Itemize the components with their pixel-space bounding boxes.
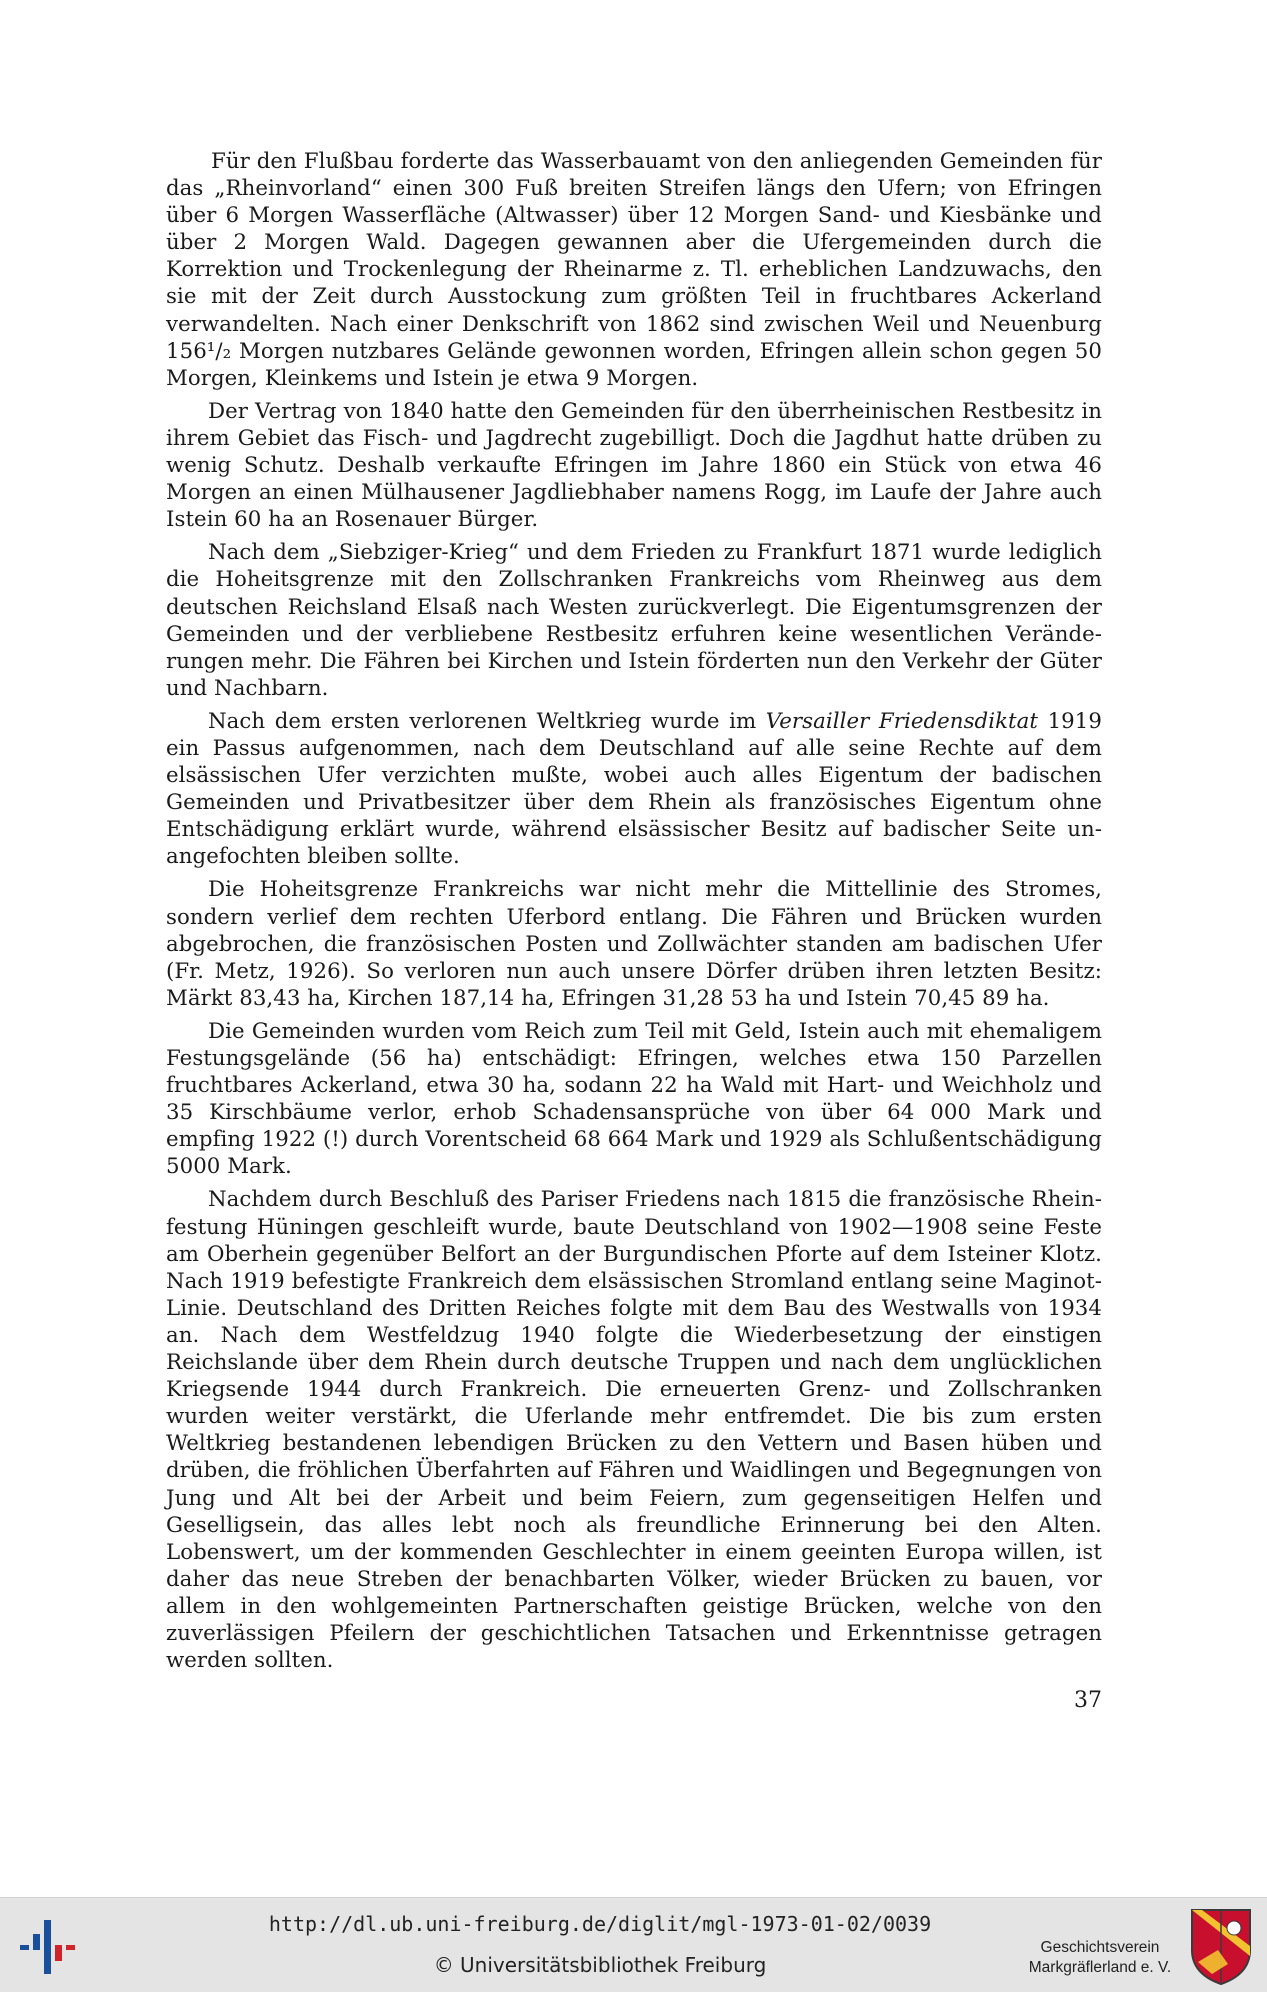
paragraph-4-italic: Versailler Friedensdiktat bbox=[765, 708, 1039, 734]
footer-bar bbox=[0, 1897, 1267, 1992]
paragraph-6: Die Gemeinden wurden vom Reich zum Teil mit Geld, Istein auch mit ehemaligem Festungsgelände (56 ha) entschädigt: Efringen, welches etwa 150 Parzellen fruchtbares Ackerland, etwa 30 ha, sodann 22 ha Wald mit Hart- und Weichholz und 35 Kirschbäume verlor, erhob Schadensansprüche von über 64 000 Mark und empfing 1922 (!) durch Vorentscheid 68 664 Mark und 1929 als Schlußentschädigung 5000 Mark. bbox=[166, 1018, 1102, 1180]
paragraph-3: Nach dem „Siebziger-Krieg“ und dem Frieden zu Frankfurt 1871 wurde lediglich die Hoheitsgrenze mit den Zollschranken Frankreichs vom Rheinweg aus dem deutschen Reichsland Elsaß nach Westen zurückverlegt. Die Eigentumsgrenzen der Gemeinden und der verbliebene Restbesitz erfuhren keine wesentlichen Veränderungen mehr. Die Fähren bei Kirchen und Istein förderten nun den Verkehr der Güter und Nachbarn. bbox=[166, 540, 1102, 701]
society-name bbox=[1014, 1938, 1186, 1978]
society-name-line-1: Geschichtsverein bbox=[1040, 1939, 1160, 1956]
paragraph-2: Der Vertrag von 1840 hatte den Gemeinden für den überrheinischen Restbesitz in ihrem Gebiet das Fisch- und Jagdrecht zugebilligt. Doch die Jagdhut hatte drüben zu wenig Schutz. Deshalb verkaufte Efringen im Jahre 1860 ein Stück von etwa 46 Morgen an einen Mülhausener Jagdliebhaber namens Rogg, im Laufe der Jahre auch Istein 60 ha an Rosenauer Bürger. bbox=[166, 398, 1102, 533]
paragraph-4-lead: Nach dem ersten verlorenen Weltkrieg wurde im bbox=[208, 708, 757, 734]
paragraph-4-rest: 1919 ein Passus aufgenommen, nach dem Deutschland auf alle seine Rechte auf dem elsässischen Ufer verzichten mußte, wobei auch alles Eigentum der badischen Gemeinden und Privatbesitzer über dem Rhein als französisches Eigentum ohne Entschädigung erklärt wurde, während elsässischer Besitz auf badischer Seite unangefochten bleiben sollte. bbox=[166, 708, 1102, 870]
footer-copyright: © Universitätsbibliothek Freiburg bbox=[433, 1953, 767, 1977]
paragraph-1: Für den Flußbau forderte das Wasserbauamt von den anliegenden Gemeinden für das „Rheinvorland“ einen 300 Fuß breiten Streifen längs den Ufern; von Efringen über 6 Morgen Wasserfläche (Altwasser) über 12 Morgen Sand- und Kiesbänke und über 2 Morgen Wald. Dagegen gewannen aber die Ufergemeinden durch die Korrektion und Trockenlegung der Rheinarme z. Tl. erheblichen Landzuwachs, den sie mit der Zeit durch Ausstockung zum größten Teil in fruchtbares Ackerland verwandelten. Nach einer Denkschrift von 1862 sind zwischen Weil und Neuenburg 156¹/₂ Morgen nutzbares Gelände gewonnen worden, Efringen allein schon gegen 50 Morgen, Kleinkems und Istein je etwa 9 Morgen. bbox=[166, 149, 1102, 391]
paragraph-4 bbox=[166, 708, 1102, 871]
article-text bbox=[166, 148, 1102, 1680]
footer-url-link[interactable]: http://dl.ub.uni-freiburg.de/diglit/mgl-1973-01-02/0039 bbox=[268, 1912, 932, 1936]
paragraph-7: Nachdem durch Beschluß des Pariser Friedens nach 1815 die französische Rheinfestung Hüningen geschleift wurde, baute Deutschland von 1902—1908 seine Feste am Oberhein gegenüber Belfort an der Burgundischen Pforte auf dem Isteiner Klotz. Nach 1919 befestigte Frankreich dem elsässischen Stromland entlang seine Maginot-Linie. Deutschland des Dritten Reiches folgte mit dem Bau des Westwalls von 1934 an. Nach dem Westfeldzug 1940 folgte die Wiederbesetzung der einstigen Reichslande über dem Rhein durch deutsche Truppen und nach dem unglücklichen Kriegsende 1944 durch Frankreich. Die erneuerten Grenz- und Zollschranken wurden weiter verstärkt, die Uferlande mehr entfremdet. Die bis zum ersten Weltkrieg bestandenen lebendigen Brücken zu den Vettern und Basen hüben und drüben, die fröhlichen Überfahrten auf Fähren und Waidlingen und Begegnungen von Jung und Alt bei der Arbeit und beim Feiern, zum gegenseitigen Helfen und Geselligsein, das alles lebt noch als freundliche Erinnerung bei den Alten. Lobenswert, um der kommenden Geschlechter in einem geeinten Europa willen, ist daher das neue Streben der benachbarten Völker, wieder Brücken zu bauen, vor allem in den wohlgemeinten Partnerschaften geistige Brücken, welche von den zuverlässigen Pfeilern der geschichtlichen Tatsachen und Erkenntnisse getragen werden sollten. bbox=[166, 1187, 1102, 1674]
page-number: 37 bbox=[1074, 1688, 1102, 1713]
society-name-line-2: Markgräflerland e. V. bbox=[1028, 1959, 1172, 1976]
society-crest-icon bbox=[1188, 1906, 1254, 1986]
ub-freiburg-logo-icon bbox=[14, 1914, 80, 1980]
paragraph-5: Die Hoheitsgrenze Frankreichs war nicht mehr die Mittellinie des Stromes, sondern verlief dem rechten Uferbord entlang. Die Fähren und Brücken wurden abgebrochen, die französischen Posten und Zollwächter standen am badischen Ufer (Fr. Metz, 1926). So verloren nun auch unsere Dörfer drüben ihren letzten Besitz: Märkt 83,43 ha, Kirchen 187,14 ha, Efringen 31,28 53 ha und Istein 70,45 89 ha. bbox=[166, 877, 1102, 1011]
